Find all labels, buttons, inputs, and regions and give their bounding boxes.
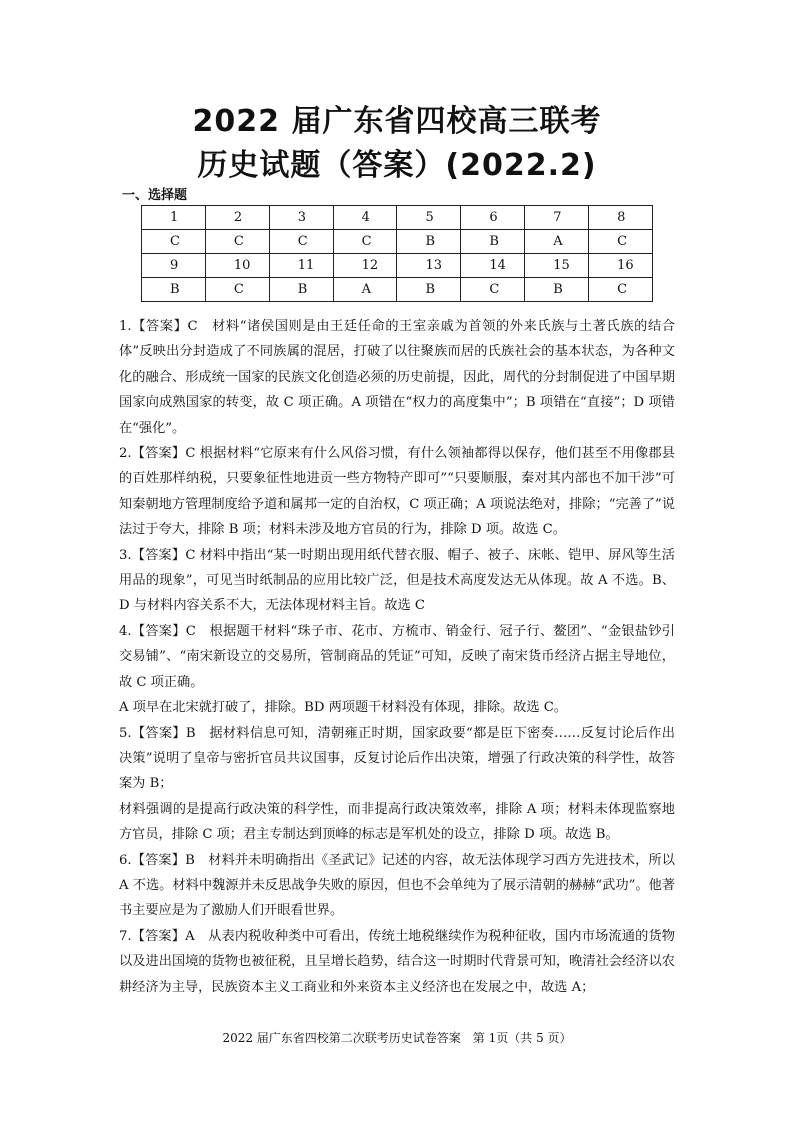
table-cell: C: [589, 278, 653, 302]
table-cell: 8: [589, 206, 653, 230]
table-cell: C: [205, 278, 269, 302]
table-cell: 3: [269, 206, 333, 230]
table-cell: 5: [397, 206, 461, 230]
table-cell: 13: [397, 254, 461, 278]
answer-table: [141, 205, 653, 302]
table-cell: C: [269, 230, 333, 254]
table-cell: 14: [461, 254, 525, 278]
table-cell: 11: [269, 254, 333, 278]
answer-paragraph: 7.【答案】A 从表内税收种类中可看出，传统土地税继续作为税种征收，国内市场流通的货物以及进出国境的货物也被征税，且呈增长趋势，结合这一时期时代背景可知，晚清社会经济以农耕经济为主导，民族资本主义工商业和外来资本主义经济也在发展之中，故选 A；: [119, 928, 675, 995]
table-cell: 2: [205, 206, 269, 230]
table-cell: C: [205, 230, 269, 254]
table-cell: C: [461, 278, 525, 302]
table-cell: B: [269, 278, 333, 302]
table-cell: B: [397, 230, 461, 254]
table-cell: 9: [142, 254, 206, 278]
page-title: 2022 届广东省四校高三联考: [192, 104, 602, 139]
table-cell: A: [333, 278, 397, 302]
table-cell: 6: [461, 206, 525, 230]
page-subtitle: 历史试题（答案）(2022.2): [197, 148, 597, 183]
table-row: [142, 278, 653, 302]
table-row: [142, 254, 653, 278]
table-cell: 4: [333, 206, 397, 230]
table-row: [142, 206, 653, 230]
answer-paragraph: 3.【答案】C 材料中指出“某一时期出现用纸代替衣服、帽子、被子、床帐、铠甲、屏风等生活用品的现象”，可见当时纸制品的应用比较广泛，但是技术高度发达无从体现。故 A 不选。B、D 与材料内容关系不大，无法体现材料主旨。故选 C: [119, 547, 675, 614]
answer-paragraph: 材料强调的是提高行政决策的科学性，而非提高行政决策效率，排除 A 项；材料未体现监察地方官员，排除 C 项；君主专制达到顶峰的标志是军机处的设立，排除 D 项。故选 B。: [119, 801, 675, 843]
table-cell: 16: [589, 254, 653, 278]
table-cell: 10: [205, 254, 269, 278]
table-cell: B: [142, 278, 206, 302]
table-cell: 12: [333, 254, 397, 278]
table-cell: 15: [525, 254, 589, 278]
table-row: [142, 230, 653, 254]
table-cell: C: [142, 230, 206, 254]
page-footer: 2022 届广东省四校第二次联考历史试卷答案 第 1页（共 5 页）: [222, 1031, 572, 1045]
table-cell: 7: [525, 206, 589, 230]
answer-paragraph: A 项早在北宋就打破了，排除。BD 两项题干材料没有体现，排除。故选 C。: [119, 700, 568, 716]
table-cell: B: [397, 278, 461, 302]
answer-paragraph: 1.【答案】C 材料“诸侯国则是由王廷任命的王室亲戚为首领的外来氏族与土著氏族的结合体”反映出分封造成了不同族属的混居，打破了以往聚族而居的氏族社会的基本状态，为各种文化的融合、形成统一国家的民族文化创造必须的历史前提，因此，周代的分封制促进了中国早期国家向成熟国家的转变，故 C 项正确。A 项错在“权力的高度集中”；B 项错在“直接”；D 项错在“强化”。: [119, 319, 675, 436]
answer-paragraph: 6.【答案】B 材料并未明确指出《圣武记》记述的内容，故无法体现学习西方先进技术，所以 A 不选。材料中魏源并未反思战争失败的原因，但也不会单纯为了展示清朝的赫赫“武功”。他著书主要应是为了激励人们开眼看世界。: [119, 852, 675, 919]
table-cell: A: [525, 230, 589, 254]
table-cell: C: [589, 230, 653, 254]
answer-paragraph: 4.【答案】C 根据题干材料“珠子市、花市、方梳市、销金行、冠子行、鳌团”、“金银盐钞引交易铺”、“南宋新设立的交易所，管制商品的凭证”可知，反映了南宋货币经济占据主导地位，故 C 项正确。: [119, 623, 675, 690]
section-heading: 一、选择题: [122, 188, 188, 203]
table-cell: B: [525, 278, 589, 302]
table-cell: B: [461, 230, 525, 254]
answer-paragraph: 5.【答案】B 据材料信息可知，清朝雍正时期，国家政要“都是臣下密奏……反复讨论后作出决策”说明了皇帝与密折官员共议国事，反复讨论后作出决策，增强了行政决策的科学性，故答案为 B；: [119, 725, 675, 792]
table-cell: C: [333, 230, 397, 254]
table-cell: 1: [142, 206, 206, 230]
answer-paragraph: 2.【答案】C 根据材料“它原来有什么风俗习惯，有什么领袖都得以保存，他们甚至不用像郡县的百姓那样纳税，只要象征性地进贡一些方物特产即可”“只要顺服，秦对其内部也不加干涉”可知秦朝地方管理制度给予道和属邦一定的自治权，C 项正确；A 项说法绝对，排除；“完善了”说法过于夸大，排除 B 项；材料未涉及地方官员的行为，排除 D 项。故选 C。: [119, 446, 675, 538]
answer-explanations: [119, 314, 675, 1000]
